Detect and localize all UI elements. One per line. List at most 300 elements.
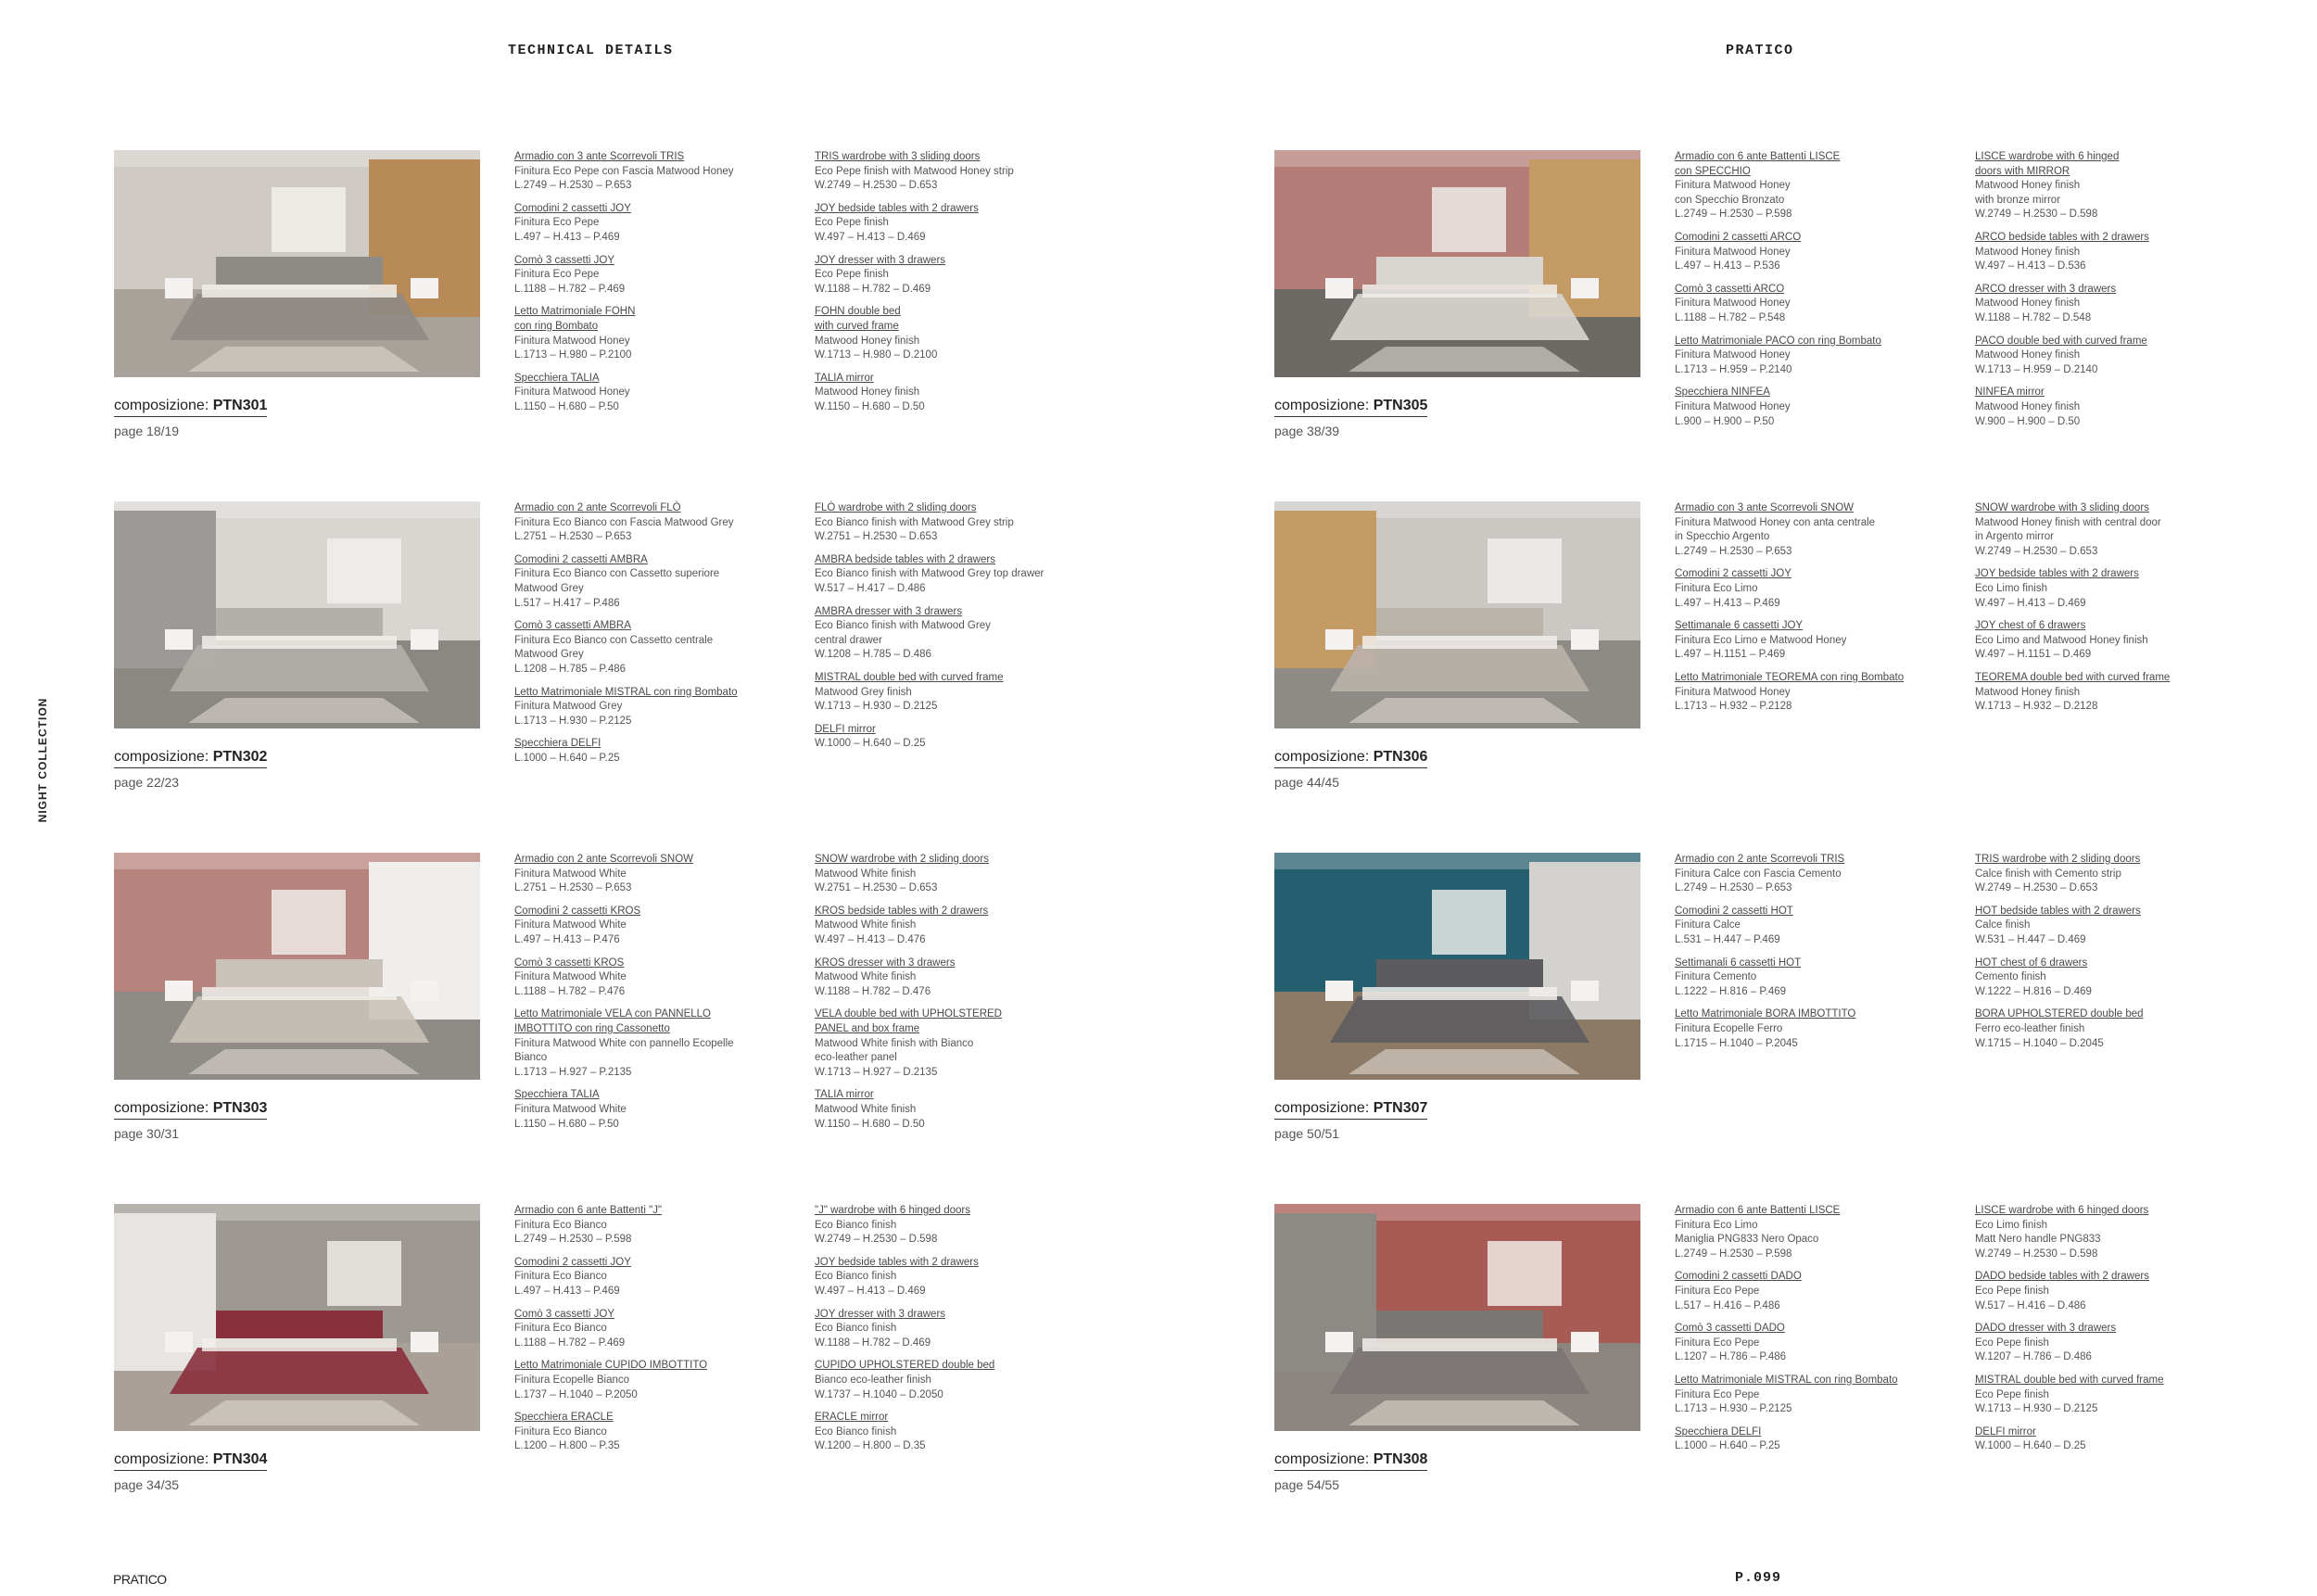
spec-entry xyxy=(815,254,1107,298)
spec-item-title: MISTRAL double bed with curved frame xyxy=(815,671,1004,683)
spec-item-line: L.1713 – H.959 – P.2140 xyxy=(1675,363,1792,375)
spec-item-title: Comò 3 cassetti DADO xyxy=(1675,1323,1785,1335)
spec-entry xyxy=(815,202,1107,246)
spec-item-title: Comodini 2 cassetti DADO xyxy=(1675,1271,1802,1283)
spec-item-line: Finitura Matwood Honey xyxy=(514,386,630,399)
composition-label xyxy=(114,749,267,768)
spec-entry xyxy=(514,619,806,677)
spec-item-line: L.517 – H.416 – P.486 xyxy=(1675,1299,1780,1311)
spec-entry xyxy=(514,1308,806,1351)
spec-item-line: L.1713 – H.927 – P.2135 xyxy=(514,1066,632,1078)
spec-entry xyxy=(1675,567,1967,611)
spec-item-line: Finitura Eco Bianco con Cassetto centrale xyxy=(514,634,714,646)
spec-item-line: W.497 – H.413 – D.536 xyxy=(1975,260,2086,272)
spec-item-line: L.1713 – H.980 – P.2100 xyxy=(514,349,632,361)
spec-item-line: Finitura Matwood Honey xyxy=(1675,400,1791,412)
spec-item-line: W.2749 – H.2530 – D.598 xyxy=(1975,209,2098,221)
spec-item-title: SNOW wardrobe with 2 sliding doors xyxy=(815,854,989,865)
spec-item-line: Matwood White finish xyxy=(815,868,917,880)
spec-item-line: Matwood Honey finish xyxy=(1975,298,2081,310)
spec-item-title: Comodini 2 cassetti ARCO xyxy=(1675,231,1802,243)
specs-column-italian xyxy=(1675,853,1967,1059)
spec-item-title: ERACLE mirror xyxy=(815,1412,889,1424)
spec-entry xyxy=(1975,1270,2267,1313)
spec-item-line: W.1150 – H.680 – D.50 xyxy=(815,1118,925,1130)
spec-item-line: Finitura Matwood Honey xyxy=(1675,246,1791,258)
spec-item-line: Matwood Grey finish xyxy=(815,686,912,698)
spec-item-line: Finitura Eco Pepe xyxy=(1675,1285,1760,1297)
spec-entry xyxy=(514,150,806,194)
spec-item-line: Cemento finish xyxy=(1975,971,2046,983)
spec-entry xyxy=(514,905,806,948)
spec-entry xyxy=(1975,283,2267,326)
spec-entry xyxy=(514,737,806,766)
spec-item-title: DELFI mirror xyxy=(1975,1425,2036,1438)
spec-item-line: W.1713 – H.959 – D.2140 xyxy=(1975,363,2098,375)
composition-block-ptn301 xyxy=(114,150,1189,438)
spec-entry xyxy=(1975,956,2267,1000)
spec-item-line: Finitura Matwood Grey xyxy=(514,701,623,713)
spec-item-line: central drawer xyxy=(815,634,882,646)
specs-column-english xyxy=(815,1204,1107,1463)
spec-item-line: in Specchio Argento xyxy=(1675,531,1770,543)
spec-entry xyxy=(1675,1322,1967,1365)
composition-prefix: composizione: xyxy=(114,398,213,413)
spec-item-line: L.1188 – H.782 – P.469 xyxy=(514,1336,626,1349)
spec-item-line: Finitura Matwood Honey con anta centrale xyxy=(1675,516,1876,528)
spec-item-line: W.1188 – H.782 – D.476 xyxy=(815,985,931,997)
spec-item-title: Comò 3 cassetti ARCO xyxy=(1675,283,1785,295)
spec-item-title: Specchiera ERACLE xyxy=(514,1412,614,1424)
composition-label xyxy=(1274,1100,1427,1120)
composition-code: PTN306 xyxy=(1373,749,1428,765)
composition-label xyxy=(114,1100,267,1120)
spec-item-line: L.1713 – H.932 – P.2128 xyxy=(1675,701,1792,713)
composition-prefix: composizione: xyxy=(1274,1100,1374,1116)
specs-column-italian xyxy=(514,150,806,424)
spec-item-title: "J" wardrobe with 6 hinged doors xyxy=(815,1205,970,1216)
spec-entry xyxy=(1675,150,1967,222)
side-section-label: NIGHT COLLECTION xyxy=(36,697,49,823)
spec-item-line: Matwood Honey finish with central door xyxy=(1975,516,2161,528)
composition-code: PTN307 xyxy=(1373,1100,1428,1116)
spec-item-title: Specchiera TALIA xyxy=(514,372,600,384)
spec-item-line: Bianco eco-leather finish xyxy=(815,1374,931,1386)
spec-item-line: L.2749 – H.2530 – P.653 xyxy=(514,180,632,192)
spec-item-line: Calce finish xyxy=(1975,919,2031,931)
spec-item-line: W.2749 – H.2530 – D.598 xyxy=(815,1234,938,1246)
spec-entry xyxy=(815,1359,1107,1402)
spec-item-line: Finitura Eco Pepe xyxy=(1675,1336,1760,1349)
spec-entry xyxy=(815,723,1107,752)
spec-item-title: NINFEA mirror xyxy=(1975,386,2045,399)
spec-item-line: W.1713 – H.980 – D.2100 xyxy=(815,349,938,361)
spec-entry xyxy=(514,372,806,415)
spec-item-line: Eco Bianco finish with Matwood Grey xyxy=(815,620,991,632)
spec-entry xyxy=(1675,501,1967,559)
spec-item-title: TALIA mirror xyxy=(815,1089,874,1101)
spec-item-line: L.497 – H.413 – P.469 xyxy=(514,231,620,243)
spec-item-title: AMBRA bedside tables with 2 drawers xyxy=(815,553,995,565)
spec-item-line: W.1713 – H.932 – D.2128 xyxy=(1975,701,2098,713)
spec-item-title: AMBRA dresser with 3 drawers xyxy=(815,605,963,617)
spec-item-title: DELFI mirror xyxy=(815,723,876,735)
spec-item-line: Finitura Eco Pepe xyxy=(514,269,600,281)
spec-item-line: Eco Pepe finish xyxy=(815,217,889,229)
page-reference: page 44/45 xyxy=(1274,775,1340,790)
specs-column-italian xyxy=(514,1204,806,1463)
composition-block-ptn303 xyxy=(114,853,1189,1141)
spec-entry xyxy=(815,605,1107,663)
spec-item-title: Comodini 2 cassetti JOY xyxy=(514,202,631,214)
spec-entry xyxy=(1975,619,2267,663)
spec-entry xyxy=(514,1204,806,1248)
spec-item-line: W.2749 – H.2530 – D.653 xyxy=(815,180,938,192)
composition-prefix: composizione: xyxy=(1274,398,1374,413)
spec-entry xyxy=(1975,501,2267,559)
spec-entry xyxy=(514,1007,806,1080)
spec-item-line: L.1150 – H.680 – P.50 xyxy=(514,400,619,412)
page-reference: page 38/39 xyxy=(1274,424,1340,438)
spec-item-line: W.1200 – H.800 – D.35 xyxy=(815,1440,926,1452)
spec-item-title: TRIS wardrobe with 2 sliding doors xyxy=(1975,854,2141,865)
spec-item-line: L.497 – H.413 – P.536 xyxy=(1675,260,1780,272)
spec-item-line: Eco Bianco finish xyxy=(815,1271,897,1283)
composition-code: PTN308 xyxy=(1373,1451,1428,1467)
spec-item-line: L.1188 – H.782 – P.469 xyxy=(514,283,626,295)
spec-item-title: Comodini 2 cassetti KROS xyxy=(514,905,641,917)
spec-entry xyxy=(514,202,806,246)
composition-code: PTN304 xyxy=(212,1451,268,1467)
spec-item-line: L.1000 – H.640 – P.25 xyxy=(1675,1440,1780,1452)
spec-item-line: W.2749 – H.2530 – D.598 xyxy=(1975,1248,2098,1260)
spec-item-line: L.1188 – H.782 – P.476 xyxy=(514,985,626,997)
composition-block-ptn304 xyxy=(114,1204,1189,1492)
spec-item-line: Eco Bianco finish with Matwood Grey top drawer xyxy=(815,568,1045,580)
spec-item-line: con Specchio Bronzato xyxy=(1675,194,1785,206)
spec-item-line: W.1713 – H.930 – D.2125 xyxy=(1975,1403,2098,1415)
composition-label xyxy=(1274,1451,1427,1471)
spec-item-line: L.1713 – H.930 – P.2125 xyxy=(1675,1403,1792,1415)
spec-item-line: Eco Limo finish xyxy=(1975,582,2047,594)
spec-item-title: JOY dresser with 3 drawers xyxy=(815,1308,946,1320)
page-reference: page 18/19 xyxy=(114,424,180,438)
spec-item-title: TALIA mirror xyxy=(815,372,874,384)
spec-item-line: L.1207 – H.786 – P.486 xyxy=(1675,1351,1787,1363)
spec-item-line: L.497 – H.413 – P.469 xyxy=(514,1285,620,1297)
spec-item-line: with bronze mirror xyxy=(1975,194,2061,206)
composition-block-ptn305 xyxy=(1274,150,2317,438)
spec-item-title: Settimanale 6 cassetti JOY xyxy=(1675,620,1804,632)
footer-page-number: P.099 xyxy=(1735,1570,1782,1586)
spec-item-line: Matwood Grey xyxy=(514,649,584,661)
spec-item-title: ARCO dresser with 3 drawers xyxy=(1975,283,2117,295)
spec-entry xyxy=(815,1411,1107,1454)
spec-item-line: Finitura Matwood White xyxy=(514,971,627,983)
spec-item-line: Matwood White finish xyxy=(815,919,917,931)
specs-column-italian xyxy=(1675,150,1967,437)
spec-entry xyxy=(1675,1007,1967,1051)
spec-item-title: ARCO bedside tables with 2 drawers xyxy=(1975,231,2149,243)
bedroom-photo xyxy=(1274,853,1640,1080)
spec-item-line: Eco Pepe finish xyxy=(1975,1336,2049,1349)
spec-item-line: Finitura Eco Bianco con Fascia Matwood Grey xyxy=(514,516,734,528)
spec-item-title: JOY bedside tables with 2 drawers xyxy=(815,202,979,214)
composition-block-ptn306 xyxy=(1274,501,2317,790)
spec-item-line: Eco Pepe finish xyxy=(815,269,889,281)
spec-item-title: KROS bedside tables with 2 drawers xyxy=(815,905,989,917)
spec-item-line: Maniglia PNG833 Nero Opaco xyxy=(1675,1234,1819,1246)
spec-item-line: L.1150 – H.680 – P.50 xyxy=(514,1118,619,1130)
spec-item-title: JOY bedside tables with 2 drawers xyxy=(1975,568,2139,580)
spec-entry xyxy=(1675,1270,1967,1313)
spec-item-line: Finitura Eco Bianco xyxy=(514,1271,607,1283)
spec-item-line: L.1737 – H.1040 – P.2050 xyxy=(514,1388,638,1400)
spec-item-line: Finitura Matwood White xyxy=(514,1103,627,1115)
spec-item-line: Matwood White finish xyxy=(815,971,917,983)
spec-item-line: W.1222 – H.816 – D.469 xyxy=(1975,985,2092,997)
spec-item-title: Specchiera TALIA xyxy=(514,1089,600,1101)
spec-item-title: SNOW wardrobe with 3 sliding doors xyxy=(1975,502,2149,513)
spec-item-line: Finitura Eco Limo e Matwood Honey xyxy=(1675,634,1847,646)
spec-item-line: Finitura Matwood Honey xyxy=(1675,686,1791,698)
spec-item-line: W.1737 – H.1040 – D.2050 xyxy=(815,1388,943,1400)
spec-item-title: KROS dresser with 3 drawers xyxy=(815,956,956,969)
composition-prefix: composizione: xyxy=(114,1451,213,1467)
spec-item-line: Eco Bianco finish xyxy=(815,1425,897,1438)
spec-item-line: W.1000 – H.640 – D.25 xyxy=(815,738,926,750)
spec-entry xyxy=(1675,853,1967,896)
spec-item-line: L.1188 – H.782 – P.548 xyxy=(1675,311,1786,323)
spec-item-line: Finitura Eco Bianco xyxy=(514,1219,607,1231)
spec-item-line: Eco Pepe finish with Matwood Honey strip xyxy=(815,165,1014,177)
specs-column-italian xyxy=(514,853,806,1140)
bedroom-photo xyxy=(114,1204,480,1431)
spec-entry xyxy=(1975,1322,2267,1365)
page-reference: page 22/23 xyxy=(114,775,180,790)
spec-item-line: Matwood Honey finish xyxy=(1975,400,2081,412)
spec-item-line: Finitura Ecopelle Bianco xyxy=(514,1374,630,1386)
spec-entry xyxy=(1975,567,2267,611)
spec-item-line: Calce finish with Cemento strip xyxy=(1975,868,2121,880)
spec-item-line: Finitura Matwood White xyxy=(514,919,627,931)
spec-item-title: Comò 3 cassetti JOY xyxy=(514,1308,615,1320)
header-left-title: TECHNICAL DETAILS xyxy=(508,43,674,58)
specs-column-english xyxy=(815,150,1107,424)
spec-item-title: VELA double bed with UPHOLSTERED PANEL and box frame xyxy=(815,1008,1002,1034)
spec-entry xyxy=(1975,853,2267,896)
spec-item-title: Specchiera DELFI xyxy=(1675,1425,1762,1438)
spec-item-line: Eco Limo and Matwood Honey finish xyxy=(1975,634,2148,646)
spec-item-line: Finitura Matwood White con pannello Ecopelle xyxy=(514,1037,734,1049)
spec-item-line: Finitura Calce xyxy=(1675,919,1741,931)
spec-item-line: Finitura Eco Limo xyxy=(1675,1219,1758,1231)
spec-item-line: L.900 – H.900 – P.50 xyxy=(1675,415,1775,427)
spec-item-line: W.1188 – H.782 – D.548 xyxy=(1975,311,2092,323)
page-reference: page 50/51 xyxy=(1274,1126,1340,1141)
composition-block-ptn308 xyxy=(1274,1204,2317,1492)
spec-entry xyxy=(815,1007,1107,1080)
spec-entry xyxy=(815,1204,1107,1248)
spec-entry xyxy=(514,686,806,729)
page-reference: page 30/31 xyxy=(114,1126,180,1141)
composition-code: PTN302 xyxy=(212,749,268,765)
spec-item-line: L.497 – H.413 – P.469 xyxy=(1675,597,1780,609)
specs-column-english xyxy=(1975,853,2267,1059)
spec-item-line: W.1207 – H.786 – D.486 xyxy=(1975,1351,2092,1363)
spec-item-title: Comodini 2 cassetti JOY xyxy=(1675,568,1792,580)
spec-entry xyxy=(1675,905,1967,948)
spec-item-line: W.900 – H.900 – D.50 xyxy=(1975,415,2081,427)
specs-column-english xyxy=(815,501,1107,760)
spec-item-line: Matt Nero handle PNG833 xyxy=(1975,1234,2101,1246)
spec-item-line: W.531 – H.447 – D.469 xyxy=(1975,933,2086,945)
spec-item-line: W.2751 – H.2530 – D.653 xyxy=(815,882,938,894)
spec-item-title: TEOREMA double bed with curved frame xyxy=(1975,671,2171,683)
spec-item-line: Matwood White finish xyxy=(815,1103,917,1115)
spec-entry xyxy=(1675,956,1967,1000)
spec-item-title: HOT chest of 6 drawers xyxy=(1975,956,2088,969)
spec-item-line: W.1208 – H.785 – D.486 xyxy=(815,649,931,661)
spec-entry xyxy=(1675,619,1967,663)
page-reference: page 54/55 xyxy=(1274,1477,1340,1492)
spec-item-line: L.497 – H.1151 – P.469 xyxy=(1675,649,1786,661)
spec-item-title: Specchiera NINFEA xyxy=(1675,386,1770,399)
spec-item-line: Eco Pepe finish xyxy=(1975,1388,2049,1400)
bedroom-photo xyxy=(1274,150,1640,377)
page-reference: page 34/35 xyxy=(114,1477,180,1492)
spec-item-title: LISCE wardrobe with 6 hinged doors with MIRROR xyxy=(1975,151,2120,177)
spec-item-line: L.2751 – H.2530 – P.653 xyxy=(514,531,632,543)
spec-item-line: Finitura Matwood White xyxy=(514,868,627,880)
spec-entry xyxy=(1975,386,2267,429)
spec-item-title: DADO dresser with 3 drawers xyxy=(1975,1323,2117,1335)
specs-column-english xyxy=(1975,1204,2267,1463)
spec-item-line: Bianco xyxy=(514,1052,548,1064)
spec-item-line: Matwood Honey finish xyxy=(1975,686,2081,698)
spec-entry xyxy=(815,1308,1107,1351)
spec-entry xyxy=(1975,905,2267,948)
spec-item-line: Matwood Honey finish xyxy=(1975,246,2081,258)
spec-entry xyxy=(1975,1374,2267,1417)
spec-item-title: LISCE wardrobe with 6 hinged doors xyxy=(1975,1205,2149,1216)
spec-item-line: Finitura Matwood Honey xyxy=(1675,349,1791,361)
composition-label xyxy=(114,398,267,417)
spec-item-line: W.517 – H.417 – D.486 xyxy=(815,582,926,594)
spec-item-title: Letto Matrimoniale MISTRAL con ring Bombato xyxy=(514,686,738,698)
spec-item-line: Finitura Ecopelle Ferro xyxy=(1675,1022,1783,1034)
spec-item-title: Armadio con 6 ante Battenti "J" xyxy=(514,1205,663,1216)
spec-item-title: Comò 3 cassetti KROS xyxy=(514,956,625,969)
spec-item-title: Letto Matrimoniale FOHN con ring Bombato xyxy=(514,306,636,332)
specs-column-italian xyxy=(514,501,806,775)
spec-item-line: W.497 – H.413 – D.469 xyxy=(815,1285,926,1297)
spec-entry xyxy=(815,853,1107,896)
spec-entry xyxy=(1675,231,1967,274)
spec-item-line: W.1188 – H.782 – D.469 xyxy=(815,283,931,295)
spec-item-line: L.1200 – H.800 – P.35 xyxy=(514,1440,620,1452)
spec-item-title: FOHN double bed with curved frame xyxy=(815,306,901,332)
spec-item-title: Armadio con 2 ante Scorrevoli TRIS xyxy=(1675,854,1845,865)
spec-entry xyxy=(514,853,806,896)
spec-item-title: FLÒ wardrobe with 2 sliding doors xyxy=(815,502,977,513)
spec-item-line: Finitura Eco Pepe xyxy=(514,217,600,229)
spec-item-title: Comò 3 cassetti AMBRA xyxy=(514,620,631,632)
spec-item-title: JOY dresser with 3 drawers xyxy=(815,254,946,266)
composition-label xyxy=(1274,749,1427,768)
spec-item-line: Finitura Eco Limo xyxy=(1675,582,1758,594)
spec-item-line: Matwood Honey finish xyxy=(1975,180,2081,192)
spec-entry xyxy=(1675,335,1967,378)
spec-entry xyxy=(1675,283,1967,326)
spec-item-line: Eco Bianco finish xyxy=(815,1323,897,1335)
bedroom-photo xyxy=(1274,501,1640,728)
spec-item-title: Armadio con 2 ante Scorrevoli SNOW xyxy=(514,854,694,865)
footer-brand: PRATICO xyxy=(113,1572,167,1587)
spec-item-line: Finitura Eco Pepe con Fascia Matwood Honey xyxy=(514,165,734,177)
spec-entry xyxy=(815,671,1107,715)
spec-item-line: W.497 – H.413 – D.469 xyxy=(815,231,926,243)
spec-item-title: Armadio con 3 ante Scorrevoli SNOW xyxy=(1675,502,1855,513)
spec-item-title: Letto Matrimoniale CUPIDO IMBOTTITO xyxy=(514,1360,708,1372)
spec-item-line: Eco Bianco finish with Matwood Grey strip xyxy=(815,516,1014,528)
spec-item-line: Finitura Matwood Honey xyxy=(1675,180,1791,192)
spec-item-line: Matwood Honey finish xyxy=(815,386,920,399)
spec-entry xyxy=(815,501,1107,545)
spec-item-title: Comodini 2 cassetti JOY xyxy=(514,1256,631,1268)
bedroom-photo xyxy=(1274,1204,1640,1431)
spec-item-line: L.1222 – H.816 – P.469 xyxy=(1675,985,1787,997)
spec-entry xyxy=(815,305,1107,362)
spec-item-line: W.2749 – H.2530 – D.653 xyxy=(1975,545,2098,557)
composition-label xyxy=(1274,398,1427,417)
spec-item-title: TRIS wardrobe with 3 sliding doors xyxy=(815,151,981,162)
spec-entry xyxy=(1975,335,2267,378)
spec-item-line: Finitura Eco Bianco xyxy=(514,1425,607,1438)
spec-item-title: BORA UPHOLSTERED double bed xyxy=(1975,1008,2144,1020)
spec-item-line: Matwood Honey finish xyxy=(1975,349,2081,361)
spec-item-line: W.497 – H.1151 – D.469 xyxy=(1975,649,2092,661)
spec-item-title: Armadio con 3 ante Scorrevoli TRIS xyxy=(514,151,685,162)
composition-block-ptn307 xyxy=(1274,853,2317,1141)
spec-item-line: L.2749 – H.2530 – P.653 xyxy=(1675,882,1792,894)
specs-column-italian xyxy=(1675,1204,1967,1463)
composition-prefix: composizione: xyxy=(114,1100,213,1116)
spec-item-line: L.517 – H.417 – P.486 xyxy=(514,597,620,609)
spec-item-title: Letto Matrimoniale MISTRAL con ring Bombato xyxy=(1675,1374,1898,1386)
spec-entry xyxy=(514,305,806,362)
bedroom-photo xyxy=(114,501,480,728)
spec-entry xyxy=(514,1256,806,1299)
composition-code: PTN303 xyxy=(212,1100,268,1116)
spec-item-line: W.2749 – H.2530 – D.653 xyxy=(1975,882,2098,894)
spec-item-title: Comodini 2 cassetti HOT xyxy=(1675,905,1793,917)
spec-entry xyxy=(514,1088,806,1132)
spec-entry xyxy=(514,501,806,545)
spec-item-line: Finitura Matwood Honey xyxy=(514,335,630,347)
spec-item-line: L.497 – H.413 – P.476 xyxy=(514,933,620,945)
spec-item-line: W.1713 – H.930 – D.2125 xyxy=(815,701,938,713)
spec-entry xyxy=(815,553,1107,597)
spec-item-line: L.2749 – H.2530 – P.598 xyxy=(1675,1248,1792,1260)
composition-block-ptn302 xyxy=(114,501,1189,790)
spec-item-line: L.2749 – H.2530 – P.653 xyxy=(1675,545,1792,557)
spec-item-title: PACO double bed with curved frame xyxy=(1975,335,2147,347)
spec-entry xyxy=(1675,1425,1967,1454)
specs-column-italian xyxy=(1675,501,1967,723)
spec-entry xyxy=(514,1411,806,1454)
spec-item-line: Ferro eco-leather finish xyxy=(1975,1022,2085,1034)
